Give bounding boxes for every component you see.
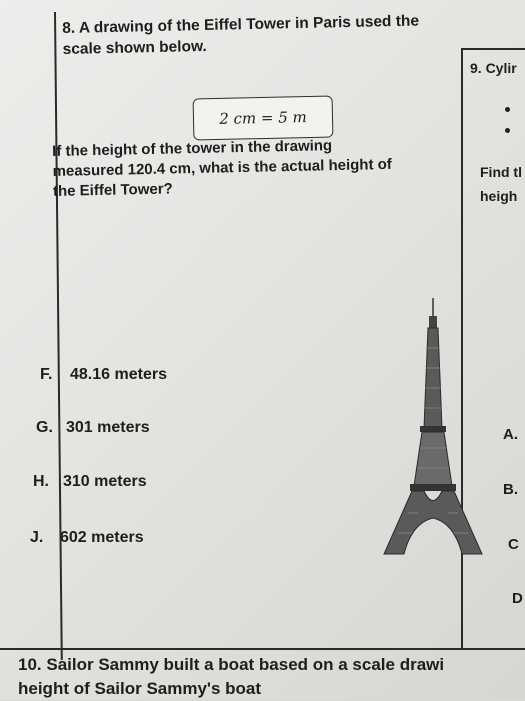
choice-j-text: 602 meters	[60, 529, 144, 546]
q9-find-line2: heigh	[480, 188, 518, 204]
scale-box: 2 cm = 5 m	[193, 96, 334, 141]
q8-line1: 8. A drawing of the Eiffel Tower in Paris used the	[62, 12, 420, 37]
q8-prompt-line2: measured 120.4 cm, what is the actual height of	[52, 155, 393, 180]
choice-g[interactable]	[36, 419, 150, 437]
choice-g-letter: G.	[36, 419, 53, 436]
q10-top-border	[0, 648, 525, 650]
left-border-line	[54, 12, 63, 660]
choice-h[interactable]	[33, 473, 147, 491]
q9-choice-c[interactable]: C	[508, 536, 519, 553]
choice-f[interactable]	[40, 366, 167, 384]
q9-top-border	[461, 48, 525, 50]
q8-line2: scale shown below.	[62, 37, 207, 58]
choice-g-text: 301 meters	[66, 419, 150, 436]
q9-choice-d[interactable]: D	[512, 590, 523, 607]
bullet-dot	[505, 107, 510, 112]
q8-prompt-line3: the Eiffel Tower?	[52, 180, 173, 200]
q9-header: 9. Cylir	[470, 60, 517, 76]
q9-choice-a[interactable]: A.	[503, 426, 518, 443]
q9-choice-b[interactable]: B.	[503, 481, 518, 498]
choice-h-text: 310 meters	[63, 473, 147, 490]
q9-find-line1: Find tl	[480, 164, 522, 180]
choice-f-text: 48.16 meters	[70, 366, 167, 383]
q10-text	[18, 653, 444, 701]
choice-f-letter: F.	[40, 366, 53, 383]
eiffel-tower-icon	[378, 298, 488, 556]
choice-j[interactable]	[30, 529, 144, 547]
choice-j-letter: J.	[30, 529, 44, 546]
q10-line1: 10. Sailor Sammy built a boat based on a scale drawi	[18, 655, 445, 674]
q10-line2: height of Sailor Sammy's boat	[18, 679, 262, 698]
bullet-dot	[505, 128, 510, 133]
choice-h-letter: H.	[33, 473, 49, 490]
q8-prompt	[52, 133, 463, 202]
q8-header	[62, 10, 463, 60]
q8-prompt-line1: If the height of the tower in the drawing	[52, 137, 333, 160]
